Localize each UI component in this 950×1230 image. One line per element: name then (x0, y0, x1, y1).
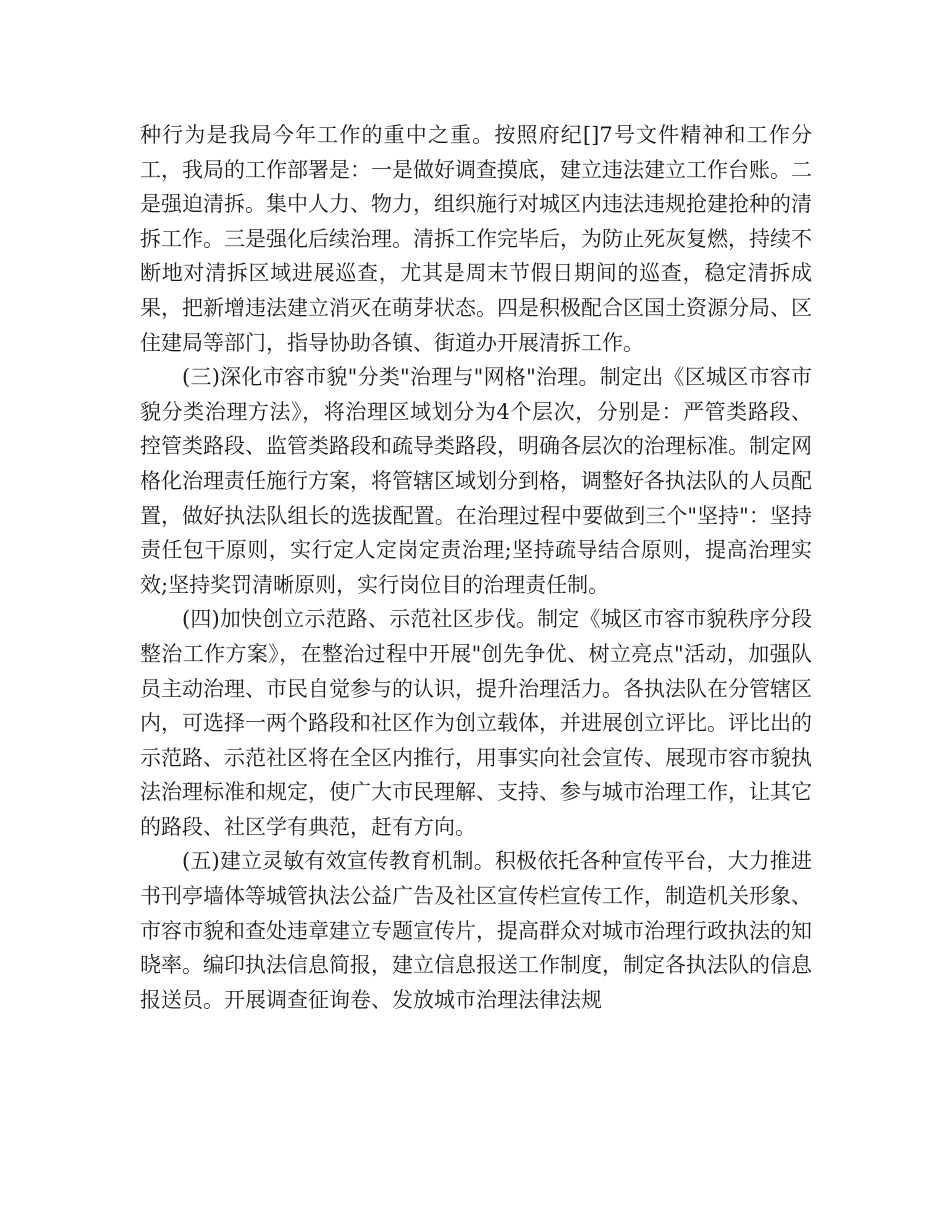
document-body (140, 118, 812, 1017)
paragraph-section-4: (四)加快创立示范路、示范社区步伐。制定《城区市容市貌秩序分段整治工作方案》，在整治过程中开展"创先争优、树立亮点"活动，加强队员主动治理、市民自觉参与的认识，提升治理活力。各执法队在分管辖区内，可选择一两个路段和社区作为创立载体，并进展创立评比。评比出的示范路、示范社区将在全区内推行，用事实向社会宣传、展现市容市貌执法治理标准和规定，使广大市民理解、支持、参与城市治理工作，让其它的路段、社区学有典范，赶有方向。 (140, 607, 812, 839)
paragraph-section-5: (五)建立灵敏有效宣传教育机制。积极依托各种宣传平台，大力推进书刊亭墙体等城管执法公益广告及社区宣传栏宣传工作，制造机关形象、市容市貌和查处违章建立专题宣传片，提高群众对城市治理行政执法的知晓率。编印执法信息简报，建立信息报送工作制度，制定各执法队的信息报送员。开展调查征询卷、发放城市治理法律法规 (140, 849, 812, 1012)
paragraph-section-3: (三)深化市容市貌"分类"治理与"网格"治理。制定出《区城区市容市貌分类治理方法》，将治理区域划分为4个层次，分别是：严管类路段、控管类路段、监管类路段和疏导类路段，明确各层次的治理标准。制定网格化治理责任施行方案，将管辖区域划分到格，调整好各执法队的人员配置，做好执法队组长的选拔配置。在治理过程中要做到三个"坚持"：坚持责任包干原则，实行定人定岗定责治理;坚持疏导结合原则，提高治理实效;坚持奖罚清晰原则，实行岗位目的治理责任制。 (140, 365, 812, 597)
paragraph-continuation: 种行为是我局今年工作的重中之重。按照府纪[]7号文件精神和工作分工，我局的工作部署是：一是做好调查摸底，建立违法建立工作台账。二是强迫清拆。集中人力、物力，组织施行对城区内违法违规抢建抢种的清拆工作。三是强化后续治理。清拆工作完毕后，为防止死灰复燃，持续不断地对清拆区域进展巡查，尤其是周末节假日期间的巡查，稳定清拆成果，把新增违法建立消灭在萌芽状态。四是积极配合区国土资源分局、区住建局等部门，指导协助各镇、街道办开展清拆工作。 (140, 123, 812, 355)
